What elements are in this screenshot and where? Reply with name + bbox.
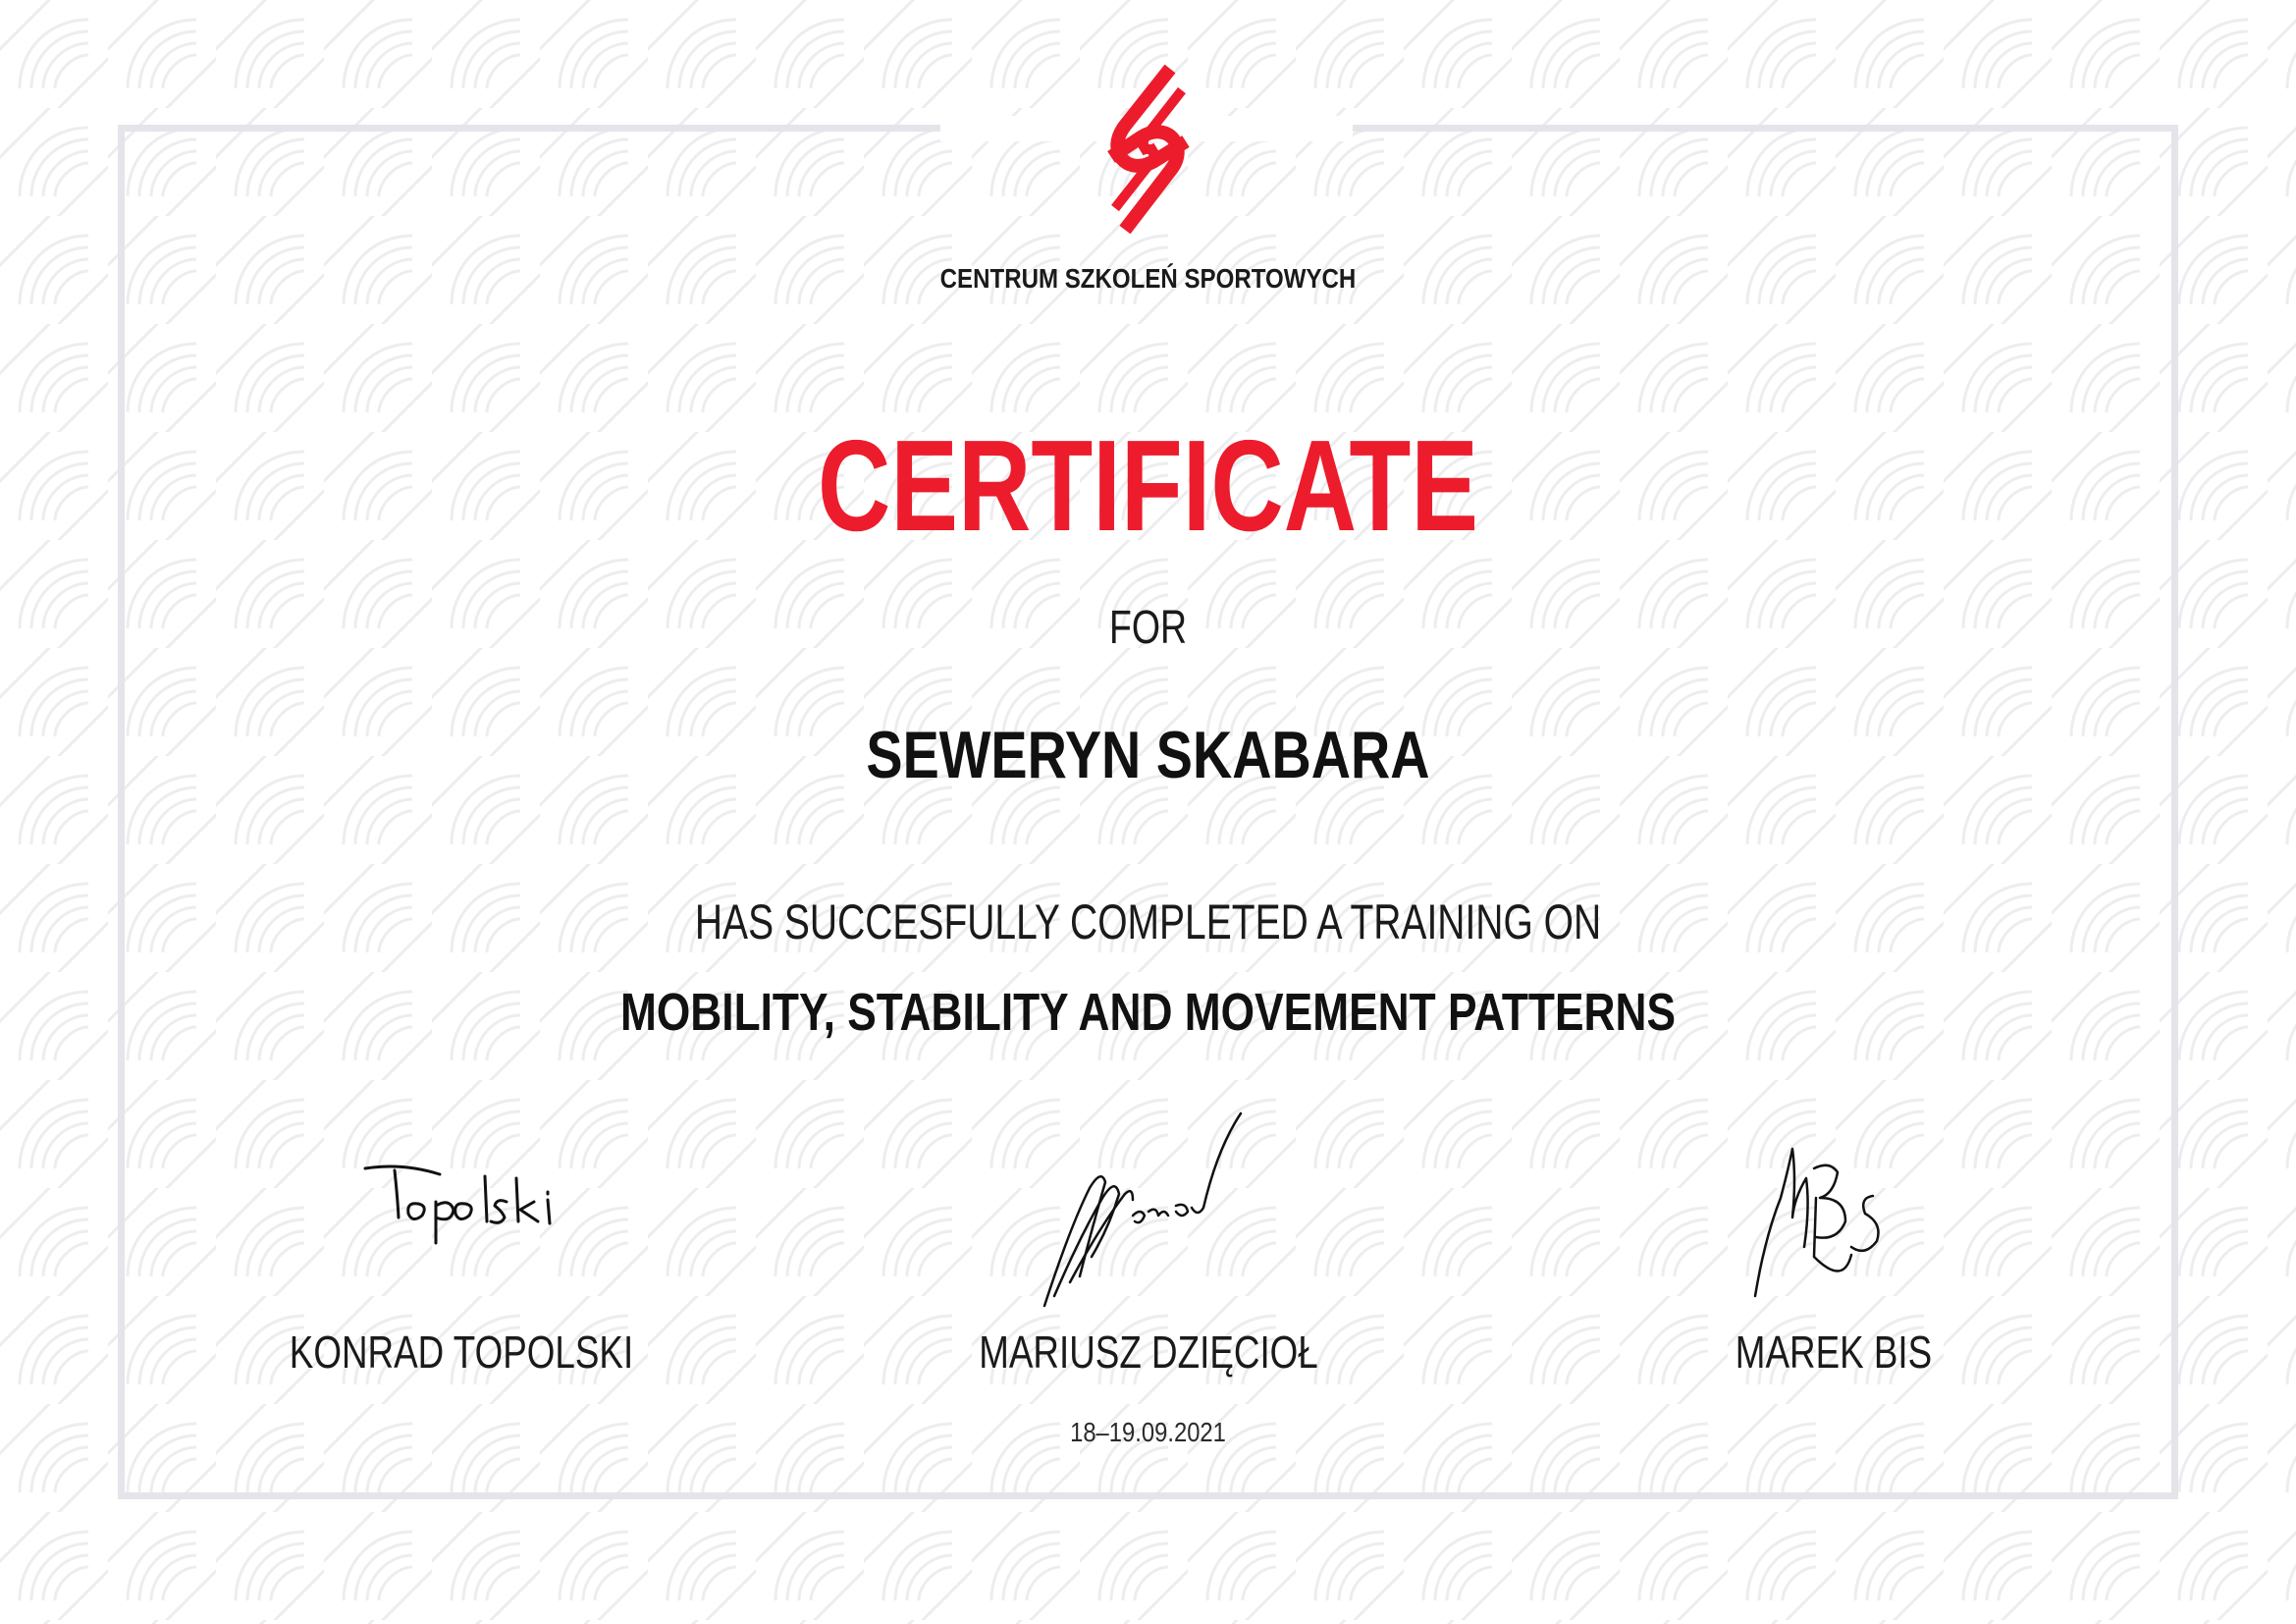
completion-statement: HAS SUCCESFULLY COMPLETED A TRAINING ON <box>694 894 1602 949</box>
signature-dzieciol <box>1031 1110 1266 1326</box>
signer-bis <box>1539 1139 2128 1378</box>
css-logo-icon <box>1060 61 1237 238</box>
organization-name: CENTRUM SZKOLEŃ SPORTOWYCH <box>939 263 1357 294</box>
signature-bis <box>1735 1139 1932 1306</box>
signer-name: MAREK BIS <box>1735 1326 1933 1378</box>
course-title: MOBILITY, STABILITY AND MOVEMENT PATTERNS <box>619 983 1677 1042</box>
signature-topolski <box>344 1119 579 1286</box>
for-label: FOR <box>1108 602 1188 654</box>
signer-name: MARIUSZ DZIĘCIOŁ <box>979 1326 1318 1378</box>
recipient-name: SEWERYN SKABARA <box>866 718 1430 792</box>
signer-name: KONRAD TOPOLSKI <box>289 1326 634 1378</box>
signer-topolski <box>167 1119 756 1378</box>
certificate-heading: CERTIFICATE <box>817 413 1479 558</box>
signer-dzieciol <box>854 1110 1443 1378</box>
training-date: 18–19.09.2021 <box>1070 1417 1226 1447</box>
